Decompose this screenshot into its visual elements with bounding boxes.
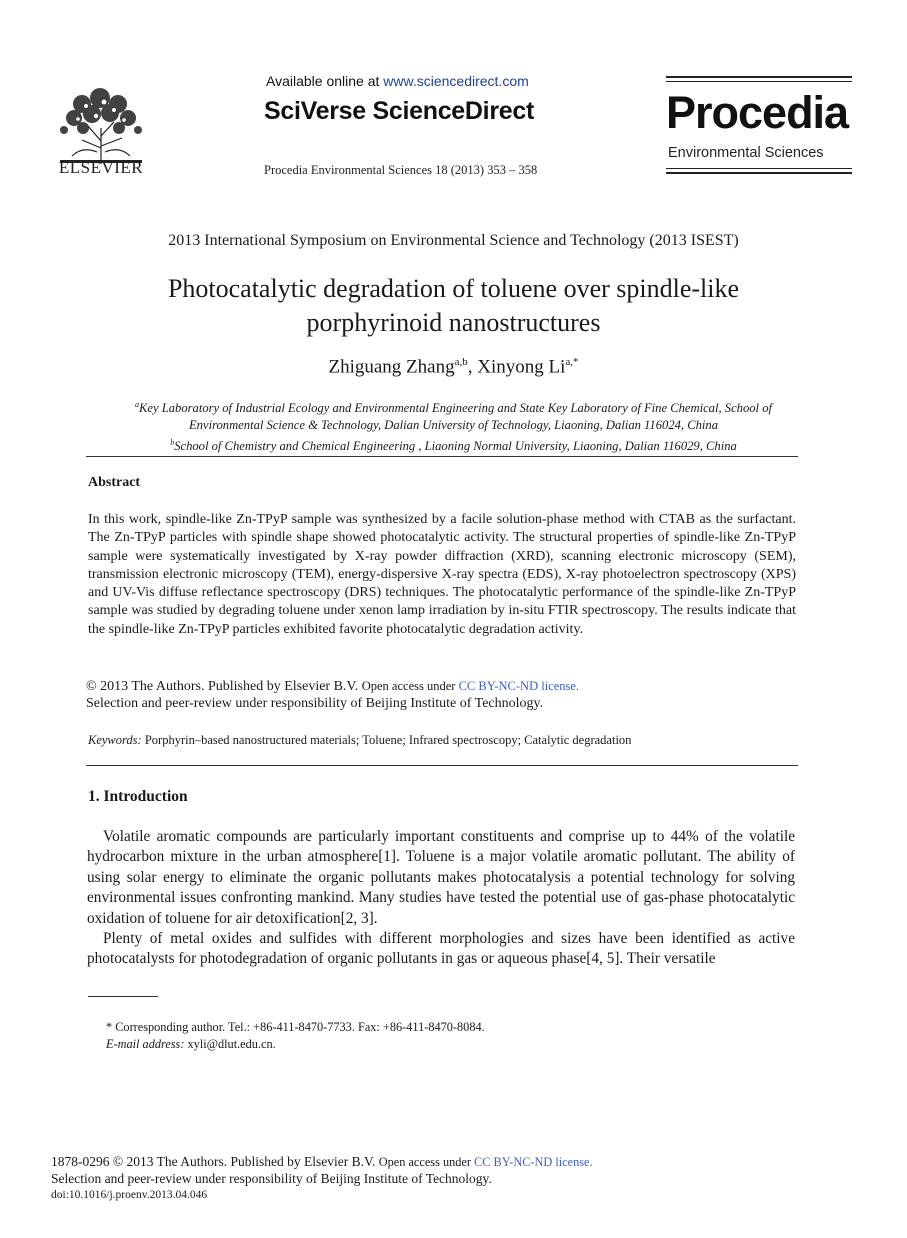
- affiliation-mark-text: a,: [565, 356, 574, 368]
- author-affiliation-mark: a,b: [454, 356, 468, 368]
- footer-license-link[interactable]: CC BY-NC-ND license.: [474, 1155, 593, 1169]
- paper-title: [0, 272, 907, 340]
- author-name: Zhiguang Zhang: [328, 356, 455, 378]
- author-name: Xinyong Li: [477, 356, 566, 378]
- affiliation-b: [0, 434, 907, 455]
- copyright-notice: [86, 678, 579, 712]
- affiliation-a: [0, 396, 907, 417]
- introduction-paragraph: Plenty of metal oxides and sulfides with different morphologies and sizes have been identified as active photocatalysts for photodegradation of organic pollutants in gas or aqueous phase[4, 5]. Their versatile: [87, 930, 795, 968]
- journal-reference: Procedia Environmental Sciences 18 (2013) 353 – 358: [264, 163, 538, 177]
- corresponding-author-note: * Corresponding author. Tel.: +86-411-8470-7733. Fax: +86-411-8470-8084.: [106, 1020, 485, 1034]
- footer-open-access: Open access under: [378, 1155, 475, 1169]
- open-access-text: Open access under: [361, 679, 459, 693]
- affiliation-a-line-2: Environmental Science & Technology, Dalian University of Technology, Liaoning, Dalian 116024, China: [188, 418, 718, 433]
- introduction-body: [87, 827, 795, 970]
- affiliation-b-line: School of Chemistry and Chemical Engineering , Liaoning Normal University, Liaoning, Dalian 116029, China: [174, 439, 737, 454]
- availability-prefix: Available online at: [266, 73, 384, 89]
- keywords-line: [88, 733, 631, 748]
- procedia-subtitle: Environmental Sciences: [668, 145, 824, 161]
- affiliation-mark: b: [170, 438, 175, 448]
- email-address[interactable]: xyli@dlut.edu.cn.: [184, 1037, 276, 1051]
- author-list: [0, 356, 907, 378]
- divider-rule: [86, 765, 798, 766]
- procedia-top-rule: [666, 76, 852, 78]
- elsevier-wordmark: ELSEVIER: [58, 158, 144, 177]
- paper-title-line-2: porphyrinoid nanostructures: [306, 308, 601, 337]
- footnote: [106, 1019, 485, 1053]
- copyright-line: [86, 678, 579, 695]
- abstract-heading: Abstract: [88, 475, 141, 490]
- availability-line: [266, 73, 529, 89]
- sciverse-logo-text: SciVerse ScienceDirect: [264, 97, 534, 125]
- divider-rule: [86, 456, 798, 457]
- procedia-bottom-rule: [666, 172, 852, 174]
- footer-copyright-line: [51, 1154, 593, 1171]
- copyright-text: © 2013 The Authors. Published by Elsevier B.V.: [86, 679, 362, 694]
- corresponding-star: *: [573, 356, 579, 368]
- paper-title-line-1: Photocatalytic degradation of toluene over spindle-like: [167, 274, 740, 303]
- author-separator: ,: [467, 356, 478, 378]
- affiliations: [0, 396, 907, 455]
- page-footer: [51, 1154, 593, 1204]
- keywords-list: Porphyrin–based nanostructured materials; Toluene; Infrared spectroscopy; Catalytic degradation: [141, 733, 632, 747]
- procedia-top-rule-thin: [666, 81, 852, 82]
- issn-copyright: 1878-0296 © 2013 The Authors. Published by Elsevier B.V.: [51, 1154, 379, 1169]
- affiliation-a-line-1: Key Laboratory of Industrial Ecology and Environmental Engineering and State Key Laboratory of Fine Chemical, School of: [139, 401, 772, 416]
- footer-peer-review: Selection and peer-review under responsibility of Beijing Institute of Technology.: [51, 1170, 492, 1186]
- keywords-label: Keywords:: [88, 733, 142, 747]
- procedia-bottom-rule-thin: [666, 168, 852, 169]
- sciencedirect-link[interactable]: www.sciencedirect.com: [383, 73, 529, 89]
- symposium-name: 2013 International Symposium on Environmental Science and Technology (2013 ISEST): [168, 232, 739, 249]
- email-line: [106, 1036, 485, 1053]
- affiliation-mark: a: [135, 400, 139, 409]
- license-link[interactable]: CC BY-NC-ND license.: [458, 679, 580, 693]
- procedia-logo-text: Procedia: [666, 87, 849, 138]
- abstract-text: In this work, spindle-like Zn-TPyP sample was synthesized by a facile solution-phase method with CTAB as the surfactant. The Zn-TPyP particles with spindle shape showed photocatalytic activity. The structural properties of spindle-like Zn-TPyP sample were systematically investigated by X-ray powder diffraction (XRD), scanning electronic microscopy (SEM), transmission electronic microscopy (TEM), energy-dispersive X-ray spectra (EDS), X-ray photoelectron spectroscopy (XPS) and UV-Vis diffuse reflectance spectroscopy (DRS) techniques. The photocatalytic performance of the spindle-like Zn-TPyP sample was studied by degrading toluene under xenon lamp irradiation by in-situ FTIR spectroscopy. The results indicate that the spindle-like Zn-TPyP particles exhibited favorite photocatalytic degradation activity.: [88, 512, 796, 637]
- doi[interactable]: doi:10.1016/j.proenv.2013.04.046: [51, 1189, 208, 1201]
- introduction-paragraph: Volatile aromatic compounds are particularly important constituents and comprise up to 44% of the volatile hydrocarbon mixture in the urban atmosphere[1]. Toluene is a major volatile aromatic pollutant. The ability of using solar energy to eliminate the organic pollutants makes photocatalysis a potential technology for solving environmental issues confronting mankind. Many studies have tested the potential use of gas-phase photocatalytic oxidation of toluene for air detoxification[2, 3].: [87, 828, 795, 927]
- introduction-heading: 1. Introduction: [88, 788, 188, 805]
- footnote-rule: [88, 996, 158, 997]
- peer-review-line: Selection and peer-review under responsibility of Beijing Institute of Technology.: [86, 696, 544, 711]
- author-affiliation-mark: [565, 356, 578, 368]
- email-label: E-mail address:: [106, 1037, 185, 1051]
